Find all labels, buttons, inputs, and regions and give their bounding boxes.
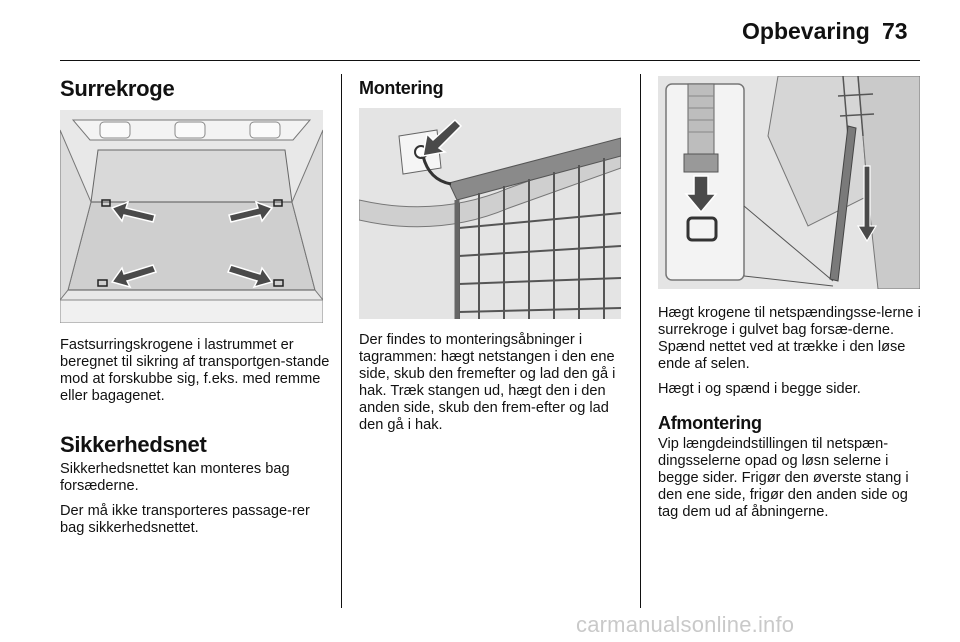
header-rule [60, 60, 920, 61]
page-header-title: Opbevaring [742, 18, 870, 44]
middle-paragraph-1: Der findes to monteringsåbninger i tagrammen: hægt netstangen i den ene side, skub den fremefter og lad den gå i hak. Træk stangen ud, hægt den i den anden side, skub den frem-efter og lad den gå i hak. [359, 332, 616, 433]
mounting-figure [359, 108, 621, 319]
watermark: carmanualsonline.info [576, 612, 795, 637]
net-strap-floor-hook-icon [658, 76, 920, 289]
left-heading-2: Sikkerhedsnet [60, 432, 207, 457]
column-divider-2 [640, 74, 641, 608]
left-heading: Surrekroge [60, 76, 175, 101]
right-paragraph-1: Hægt krogene til netspændingsse-lerne i surrekroge i gulvet bag forsæ-derne. Spænd nettet ved at trække i den løse ende af selen. [658, 305, 921, 372]
middle-heading: Montering [359, 78, 444, 98]
left-paragraph-1: Fastsurringskrogene i lastrummet er beregnet til sikring af transportgen-stande mod at forskubbe sig, f.eks. med remme eller bagagenet. [60, 337, 330, 404]
cargo-area-lashing-eyes-icon [60, 110, 323, 323]
cargo-area-figure [60, 110, 323, 323]
strap-hook-figure [658, 76, 920, 289]
page-number: 73 [882, 18, 908, 44]
left-paragraph-3: Der må ikke transporteres passage-rer bag sikkerhedsnettet. [60, 503, 310, 536]
right-heading: Afmontering [658, 413, 762, 433]
right-paragraph-2: Hægt i og spænd i begge sider. [658, 381, 861, 397]
column-divider-1 [341, 74, 342, 608]
left-paragraph-2: Sikkerhedsnettet kan monteres bag forsæderne. [60, 461, 290, 494]
right-paragraph-3: Vip længdeindstillingen til netspæn-dingsselerne opad og løsn selerne i begge sider. Frigør den øverste stang i den ene side, frigør den anden side og tag dem ud af åbningerne. [658, 436, 909, 520]
safety-net-mounting-icon [359, 108, 621, 319]
